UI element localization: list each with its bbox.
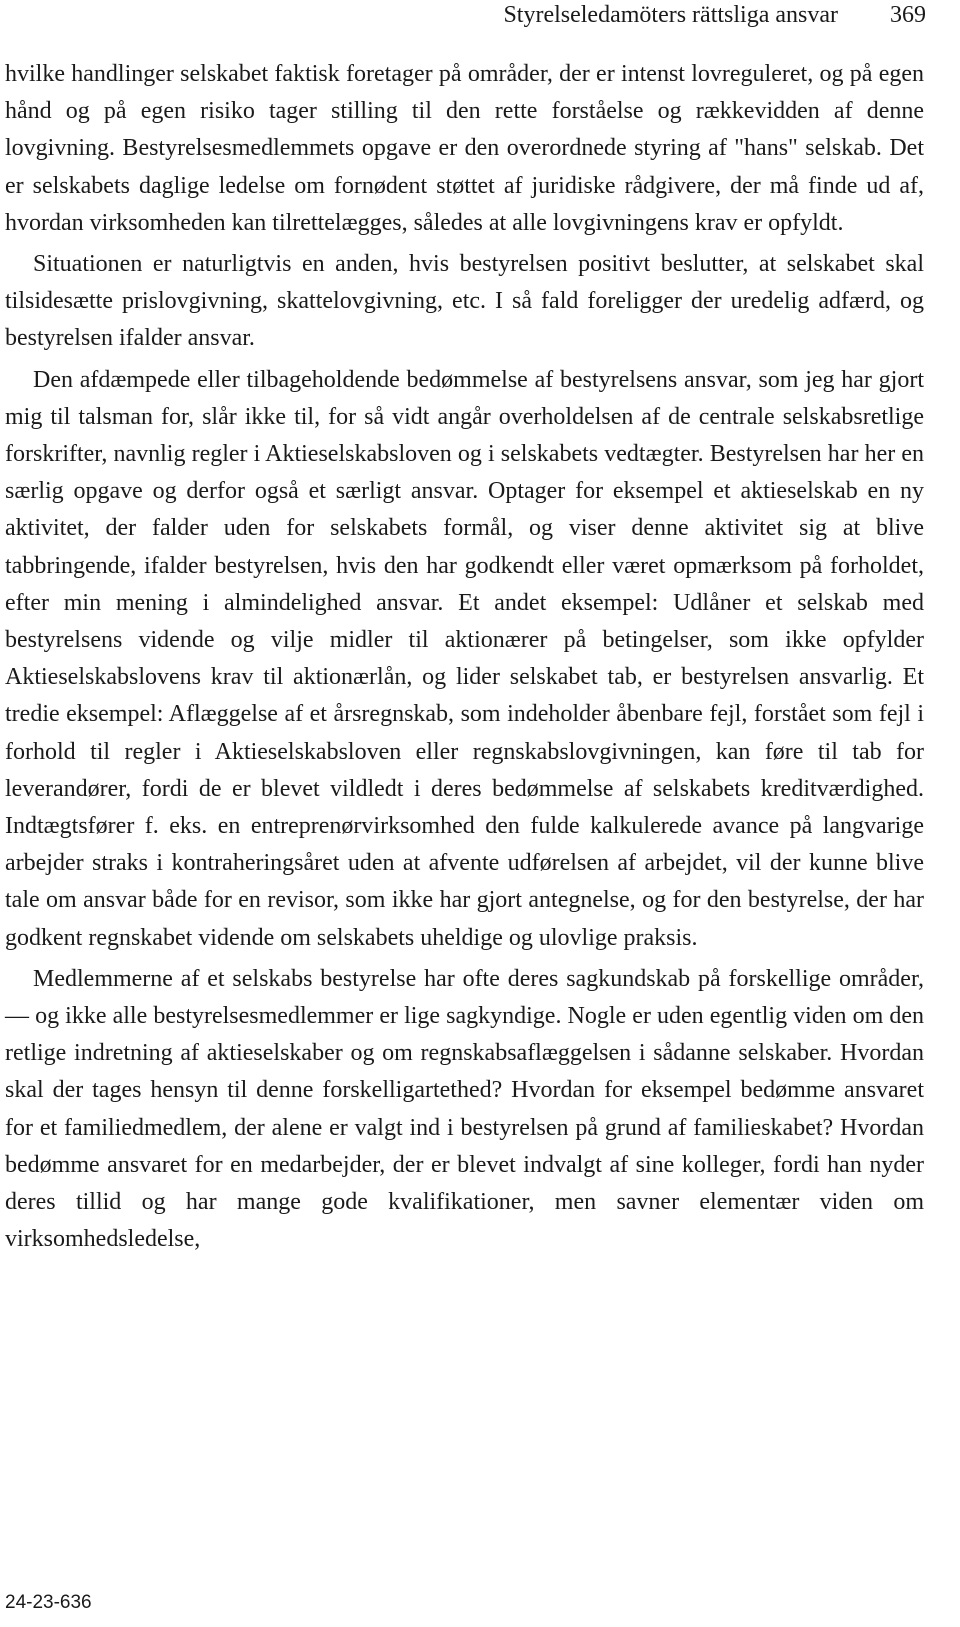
paragraph: hvilke handlinger selskabet faktisk foretager på områder, der er intenst lovreguleret, og på egen hånd og på egen risiko tager stilling til den rette forståelse og rækkevidden af denne lovgivning. Bestyrelsesmedlemmets opgave er den overordnede styring af "hans" selskab. Det er selskabets daglige ledelse om fornødent støttet af juridiske rådgivere, der må finde ud af, hvordan virksomheden kan tilrettelægges, således at alle lovgivningens krav er opfyldt. — [5, 61, 924, 236]
body-text — [5, 56, 924, 1259]
paragraph: Situationen er naturligtvis en anden, hvis bestyrelsen positivt beslutter, at selskabet skal tilsidesætte prislovgivning, skattelovgivning, etc. I så fald foreligger der uredelig adfærd, og bestyrelsen ifalder ansvar. — [5, 251, 924, 352]
page-number: 369 — [890, 2, 926, 28]
signature-code: 24-23-636 — [5, 1592, 92, 1613]
paragraph: Den afdæmpede eller tilbageholdende bedømmelse af bestyrelsens ansvar, som jeg har gjort mig til talsman for, slår ikke til, for så vidt angår overholdelsen af de centrale selskabsretlige forskrifter, navnlig regler i Aktieselskabsloven og i selskabets vedtægter. Bestyrelsen har her en særlig opgave og derfor også et særligt ansvar. Optager for eksempel et aktieselskab en ny aktivitet, der falder uden for selskabets formål, og viser denne aktivitet sig at blive tabbringende, ifalder bestyrelsen, hvis den har godkendt eller været opmærksom på forholdet, efter min mening i almindelighed ansvar. Et andet eksempel: Udlåner et selskab med bestyrelsens vidende og vilje midler til aktionærer på betingelser, som ikke opfylder Aktieselskabslovens krav til aktionærlån, og lider selskabet tab, er bestyrelsen ansvarlig. Et tredie eksempel: Aflæggelse af et årsregnskab, som indeholder åbenbare fejl, forstået som fejl i forhold til regler i Aktieselskabsloven eller regnskabslovgivningen, kan føre til tab for leverandører, fordi de er blevet vildledt i deres bedømmelse af selskabets kreditværdighed. Indtægtsfører f. eks. en entreprenørvirksomhed den fulde kalkulerede avance på langvarige arbejder straks i kontraheringsåret uden at afvente udførelsen af arbejdet, vil der kunne blive tale om ansvar både for en revisor, som ikke har gjort antegnelse, og for den bestyrelse, der har godkent regnskabet vidende om selskabets uheldige og ulovlige praksis. — [5, 366, 924, 951]
paragraph: Medlemmerne af et selskabs bestyrelse har ofte deres sagkundskab på forskellige områder, — og ikke alle bestyrelsesmedlemmer er lige sagkyndige. Nogle er uden egentlig viden om den retlige indretning af aktieselskaber og om regnskabsaflæggelsen i sådanne selskaber. Hvordan skal der tages hensyn til denne forskelligartethed? Hvordan for eksempel bedømme ansvaret for et familiedmedlem, der alene er valgt ind i bestyrelsen på grund af familieskabet? Hvordan bedømme ansvaret for en medarbejder, der er blevet indvalgt af sine kolleger, fordi han nyder deres tillid og har mange gode kvalifikationer, men savner elementær viden om virksomhedsledelse, — [5, 965, 924, 1253]
running-title: Styrelseledamöters rättsliga ansvar — [503, 2, 838, 28]
running-header — [226, 0, 926, 30]
